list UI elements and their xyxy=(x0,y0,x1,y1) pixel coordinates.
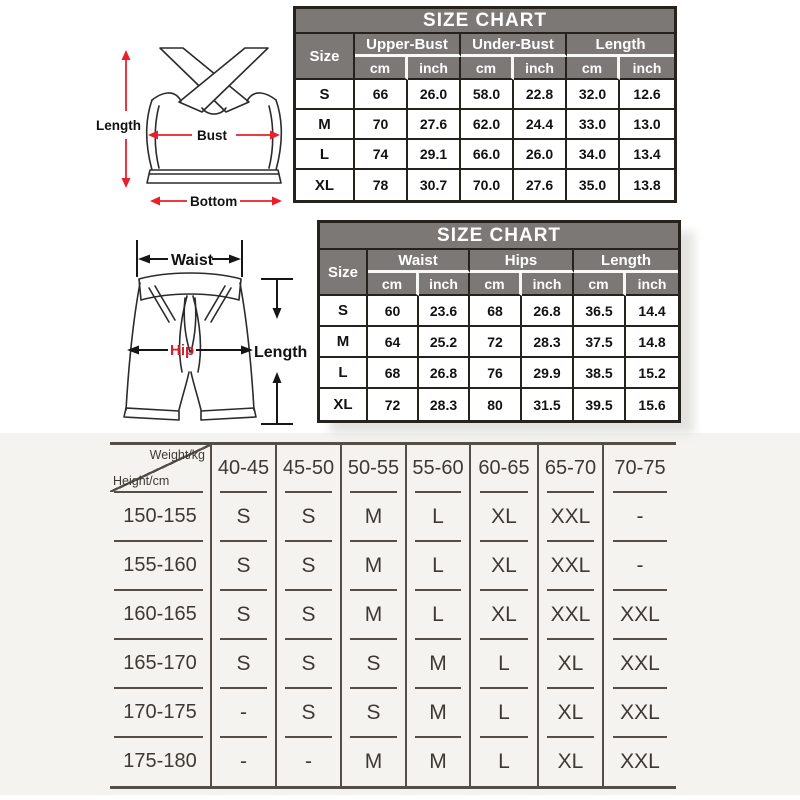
unit-header: inch xyxy=(419,273,470,296)
shorts-inner-seam-right xyxy=(191,372,201,410)
unit-header: inch xyxy=(522,273,574,296)
unit-header: inch xyxy=(620,57,674,80)
value-cell: 23.6 xyxy=(419,296,470,327)
unit-header: inch xyxy=(626,273,678,296)
value-cell: 66.0 xyxy=(461,140,514,170)
height-range-cell: 160-165 xyxy=(110,590,212,639)
shorts-inner-seam-left xyxy=(179,372,189,410)
value-cell: 35.0 xyxy=(567,170,620,200)
size-cell: S xyxy=(296,80,355,110)
value-cell: 26.0 xyxy=(408,80,461,110)
matrix-row xyxy=(110,688,676,737)
value-cell: 29.1 xyxy=(408,140,461,170)
size-cell: M xyxy=(296,110,355,140)
value-cell: 28.3 xyxy=(419,389,470,420)
value-cell: 26.0 xyxy=(514,140,567,170)
group-header: Hips xyxy=(470,250,574,273)
unit-header-row xyxy=(320,273,678,296)
value-cell: 28.3 xyxy=(522,327,574,358)
bra-body-outline xyxy=(247,93,276,101)
recommended-size-cell: S xyxy=(212,492,277,541)
weight-range-header: 60-65 xyxy=(471,445,539,492)
value-cell: 68 xyxy=(368,358,419,389)
recommended-size-cell: M xyxy=(342,492,407,541)
value-cell: 34.0 xyxy=(567,140,620,170)
size-row xyxy=(296,140,674,170)
recommended-size-cell: M xyxy=(342,737,407,786)
value-cell: 72 xyxy=(368,389,419,420)
recommended-size-cell: L xyxy=(407,590,471,639)
recommended-size-cell: S xyxy=(212,639,277,688)
recommended-size-cell: - xyxy=(212,737,277,786)
matrix-row xyxy=(110,639,676,688)
recommended-size-cell: L xyxy=(471,639,539,688)
recommended-size-cell: XXL xyxy=(620,749,660,773)
size-cell: XL xyxy=(296,170,355,200)
recommended-size-cell: L xyxy=(407,492,471,541)
value-cell: 68 xyxy=(470,296,522,327)
value-cell: 29.9 xyxy=(522,358,574,389)
recommended-size-cell: - xyxy=(604,492,676,541)
recommended-size-cell: L xyxy=(471,688,539,737)
weight-range-header: 50-55 xyxy=(342,445,407,492)
size-chart-title: SIZE CHART xyxy=(320,223,678,250)
unit-header: cm xyxy=(470,273,522,296)
matrix-row xyxy=(110,737,676,786)
size-cell: S xyxy=(320,296,368,327)
value-cell: 13.8 xyxy=(633,177,661,193)
value-cell: 31.5 xyxy=(522,389,574,420)
recommended-size-cell: S xyxy=(342,688,407,737)
value-cell: 78 xyxy=(355,170,408,200)
recommended-size-cell: S xyxy=(277,590,342,639)
bra-length-label: Length xyxy=(96,118,141,133)
size-row xyxy=(296,110,674,140)
value-cell: 70.0 xyxy=(461,170,514,200)
height-range-cell: 155-160 xyxy=(110,541,212,590)
matrix-row xyxy=(110,541,676,590)
shorts-cuff-right xyxy=(201,408,256,420)
recommended-size-cell: - xyxy=(277,737,342,786)
recommended-size-cell: S xyxy=(277,541,342,590)
matrix-row xyxy=(110,590,676,639)
group-header: Under-Bust xyxy=(461,34,567,57)
value-cell: 80 xyxy=(470,389,522,420)
size-row xyxy=(296,170,674,200)
group-header-row xyxy=(296,34,674,57)
value-cell: 36.5 xyxy=(574,296,626,327)
recommended-size-cell: XL xyxy=(539,737,604,786)
height-range-cell: 170-175 xyxy=(110,688,212,737)
value-cell: 25.2 xyxy=(419,327,470,358)
value-cell: 15.6 xyxy=(638,396,666,413)
size-cell: M xyxy=(320,327,368,358)
recommended-size-cell: S xyxy=(212,541,277,590)
value-cell: 38.5 xyxy=(574,358,626,389)
size-cell: XL xyxy=(320,389,368,420)
size-row xyxy=(320,327,678,358)
bra-bust-label: Bust xyxy=(197,128,227,143)
recommended-size-cell: M xyxy=(407,639,471,688)
value-cell: 76 xyxy=(470,358,522,389)
recommended-size-cell: XL xyxy=(539,688,604,737)
height-range-cell: 175-180 xyxy=(110,737,212,786)
value-cell: 27.6 xyxy=(408,110,461,140)
weight-range-header: 40-45 xyxy=(212,445,277,492)
group-header: Upper-Bust xyxy=(355,34,461,57)
shorts-pocket-left xyxy=(149,286,175,322)
weight-axis-label: Weight/kg xyxy=(149,448,205,462)
value-cell: 39.5 xyxy=(574,389,626,420)
recommended-size-cell: M xyxy=(342,590,407,639)
value-cell: 30.7 xyxy=(408,170,461,200)
size-row xyxy=(320,358,678,389)
shorts-line-drawing xyxy=(93,226,311,436)
unit-header: inch xyxy=(408,57,461,80)
recommended-size-cell: XL xyxy=(471,541,539,590)
recommended-size-cell: M xyxy=(407,737,471,786)
value-cell: 14.4 xyxy=(626,296,678,327)
bra-line-drawing xyxy=(86,8,298,216)
value-cell: 72 xyxy=(470,327,522,358)
height-range-cell: 165-170 xyxy=(110,639,212,688)
recommended-size-cell: M xyxy=(407,688,471,737)
height-range-cell: 150-155 xyxy=(110,492,212,541)
value-cell: 14.8 xyxy=(626,327,678,358)
size-column-header: Size xyxy=(320,250,368,296)
value-cell: 22.8 xyxy=(514,80,567,110)
shorts-waist-label: Waist xyxy=(171,252,214,269)
shorts-pocket-right xyxy=(205,286,231,322)
recommended-size-cell: L xyxy=(407,541,471,590)
recommended-size-cell: - xyxy=(212,688,277,737)
bra-bottom-label: Bottom xyxy=(190,194,238,209)
shorts-length-label: Length xyxy=(254,344,308,361)
value-cell: 12.6 xyxy=(620,80,674,110)
shorts-hip-label: Hip xyxy=(170,342,195,359)
weight-range-header: 55-60 xyxy=(407,445,471,492)
size-column-header: Size xyxy=(296,34,355,80)
unit-header: inch xyxy=(514,57,567,80)
shorts-cuff-left xyxy=(124,408,179,420)
bra-body-outline xyxy=(152,93,181,101)
unit-header: cm xyxy=(368,273,419,296)
matrix-row xyxy=(110,492,676,541)
value-cell: 64 xyxy=(368,327,419,358)
weight-range-header: 65-70 xyxy=(539,445,604,492)
recommended-size-cell: XL xyxy=(471,590,539,639)
recommended-size-cell: XXL xyxy=(604,688,676,737)
recommended-size-cell: S xyxy=(277,639,342,688)
size-row xyxy=(320,389,678,420)
value-cell: 26.8 xyxy=(522,296,574,327)
group-header: Waist xyxy=(368,250,470,273)
size-row xyxy=(296,80,674,110)
recommended-size-cell: S xyxy=(342,639,407,688)
size-cell: L xyxy=(320,358,368,389)
group-header: Length xyxy=(574,250,678,273)
recommended-size-cell: XL xyxy=(471,492,539,541)
bra-bottom-band xyxy=(147,170,281,183)
corner-cell xyxy=(110,445,212,492)
recommended-size-cell: S xyxy=(277,688,342,737)
value-cell: 62.0 xyxy=(461,110,514,140)
value-cell: 15.2 xyxy=(626,358,678,389)
value-cell: 32.0 xyxy=(567,80,620,110)
group-header: Length xyxy=(567,34,674,57)
unit-header: cm xyxy=(461,57,514,80)
group-header-row xyxy=(320,250,678,273)
value-cell: 66 xyxy=(355,80,408,110)
height-axis-label: Height/cm xyxy=(113,474,170,488)
shorts-size-chart-table xyxy=(317,220,681,423)
unit-header: cm xyxy=(567,57,620,80)
size-chart-title: SIZE CHART xyxy=(296,9,674,34)
value-cell: 33.0 xyxy=(567,110,620,140)
value-cell: 13.0 xyxy=(620,110,674,140)
value-cell: 27.6 xyxy=(514,170,567,200)
value-cell: 60 xyxy=(368,296,419,327)
size-row xyxy=(320,296,678,327)
value-cell: 58.0 xyxy=(461,80,514,110)
recommended-size-cell: XXL xyxy=(604,639,676,688)
matrix-header-row xyxy=(110,445,676,492)
recommended-size-cell: - xyxy=(604,541,676,590)
value-cell: 13.4 xyxy=(620,140,674,170)
recommended-size-cell: M xyxy=(342,541,407,590)
weight-range-header: 70-75 xyxy=(604,445,676,492)
value-cell: 37.5 xyxy=(574,327,626,358)
recommended-size-cell: XXL xyxy=(539,590,604,639)
weight-range-header: 45-50 xyxy=(277,445,342,492)
recommended-size-cell: S xyxy=(212,590,277,639)
recommended-size-cell: XXL xyxy=(604,590,676,639)
bra-size-chart-table xyxy=(293,6,677,203)
recommended-size-cell: L xyxy=(471,737,539,786)
value-cell: 74 xyxy=(355,140,408,170)
title-row xyxy=(320,223,678,250)
value-cell: 70 xyxy=(355,110,408,140)
unit-header: cm xyxy=(355,57,408,80)
unit-header: cm xyxy=(574,273,626,296)
recommended-size-cell: S xyxy=(277,492,342,541)
size-cell: L xyxy=(296,140,355,170)
recommended-size-cell: XXL xyxy=(539,492,604,541)
height-weight-matrix-table xyxy=(110,442,676,789)
value-cell: 24.4 xyxy=(514,110,567,140)
recommended-size-cell: XXL xyxy=(539,541,604,590)
title-row xyxy=(296,9,674,34)
recommended-size-cell: XL xyxy=(539,639,604,688)
value-cell: 26.8 xyxy=(419,358,470,389)
